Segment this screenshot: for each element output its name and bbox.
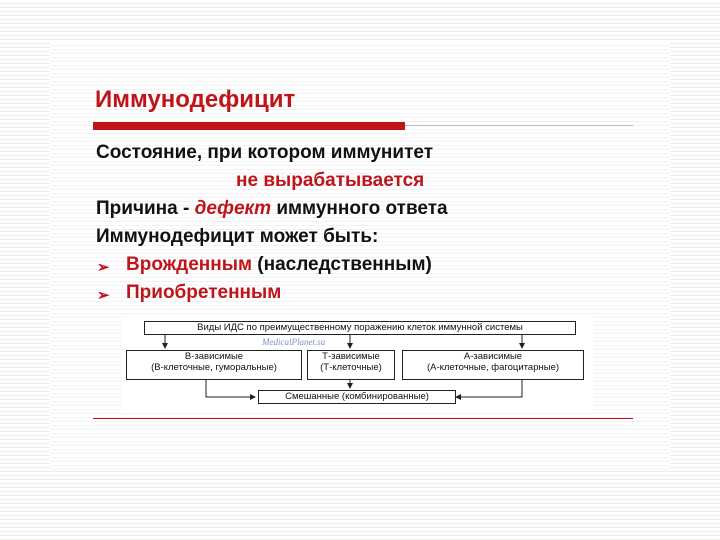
bullet-highlight: Врожденным bbox=[126, 254, 253, 275]
footer-rule bbox=[93, 418, 633, 419]
cause-prefix: Причина - bbox=[96, 198, 195, 219]
title-underline-thin bbox=[405, 125, 633, 126]
ids-classification-diagram bbox=[122, 317, 594, 411]
cause-suffix: иммунного ответа bbox=[271, 198, 448, 219]
bullet-rest: (наследственным) bbox=[252, 254, 432, 275]
bullet-item-acquired bbox=[126, 282, 281, 304]
title-underline-accent bbox=[93, 122, 405, 130]
box-title: B-зависимые bbox=[184, 351, 244, 362]
box-subtitle: (А-клеточные, фагоцитарные) bbox=[426, 362, 560, 373]
bullet-highlight: Приобретенным bbox=[126, 282, 282, 303]
b-dependent-box bbox=[126, 350, 302, 380]
cause-highlight: дефект bbox=[194, 198, 272, 219]
types-heading: Иммунодефицит может быть: bbox=[96, 226, 379, 247]
bullet-item-congenital bbox=[126, 254, 432, 276]
box-subtitle: (В-клеточные, гуморальные) bbox=[151, 362, 277, 373]
box-subtitle: (Т-клеточные) bbox=[320, 362, 382, 373]
box-title: А-зависимые bbox=[463, 351, 523, 362]
bullet-arrow-icon: ➢ bbox=[97, 287, 110, 304]
cause-line bbox=[96, 198, 448, 220]
title-underline bbox=[93, 122, 633, 130]
bullet-arrow-icon: ➢ bbox=[97, 259, 110, 276]
diagram-header-box: Виды ИДС по преимущественному поражению клеток иммунной системы bbox=[144, 321, 576, 335]
definition-line-1: Состояние, при котором иммунитет bbox=[96, 142, 433, 163]
slide-title: Иммунодефицит bbox=[95, 86, 296, 113]
t-dependent-box bbox=[307, 350, 395, 380]
definition-line-2: не вырабатывается bbox=[236, 170, 425, 191]
box-title: Т-зависимые bbox=[322, 351, 380, 362]
mixed-box: Смешанные (комбинированные) bbox=[258, 390, 456, 404]
a-dependent-box bbox=[402, 350, 584, 380]
watermark-text: MedicalPlanet.su bbox=[262, 337, 326, 347]
